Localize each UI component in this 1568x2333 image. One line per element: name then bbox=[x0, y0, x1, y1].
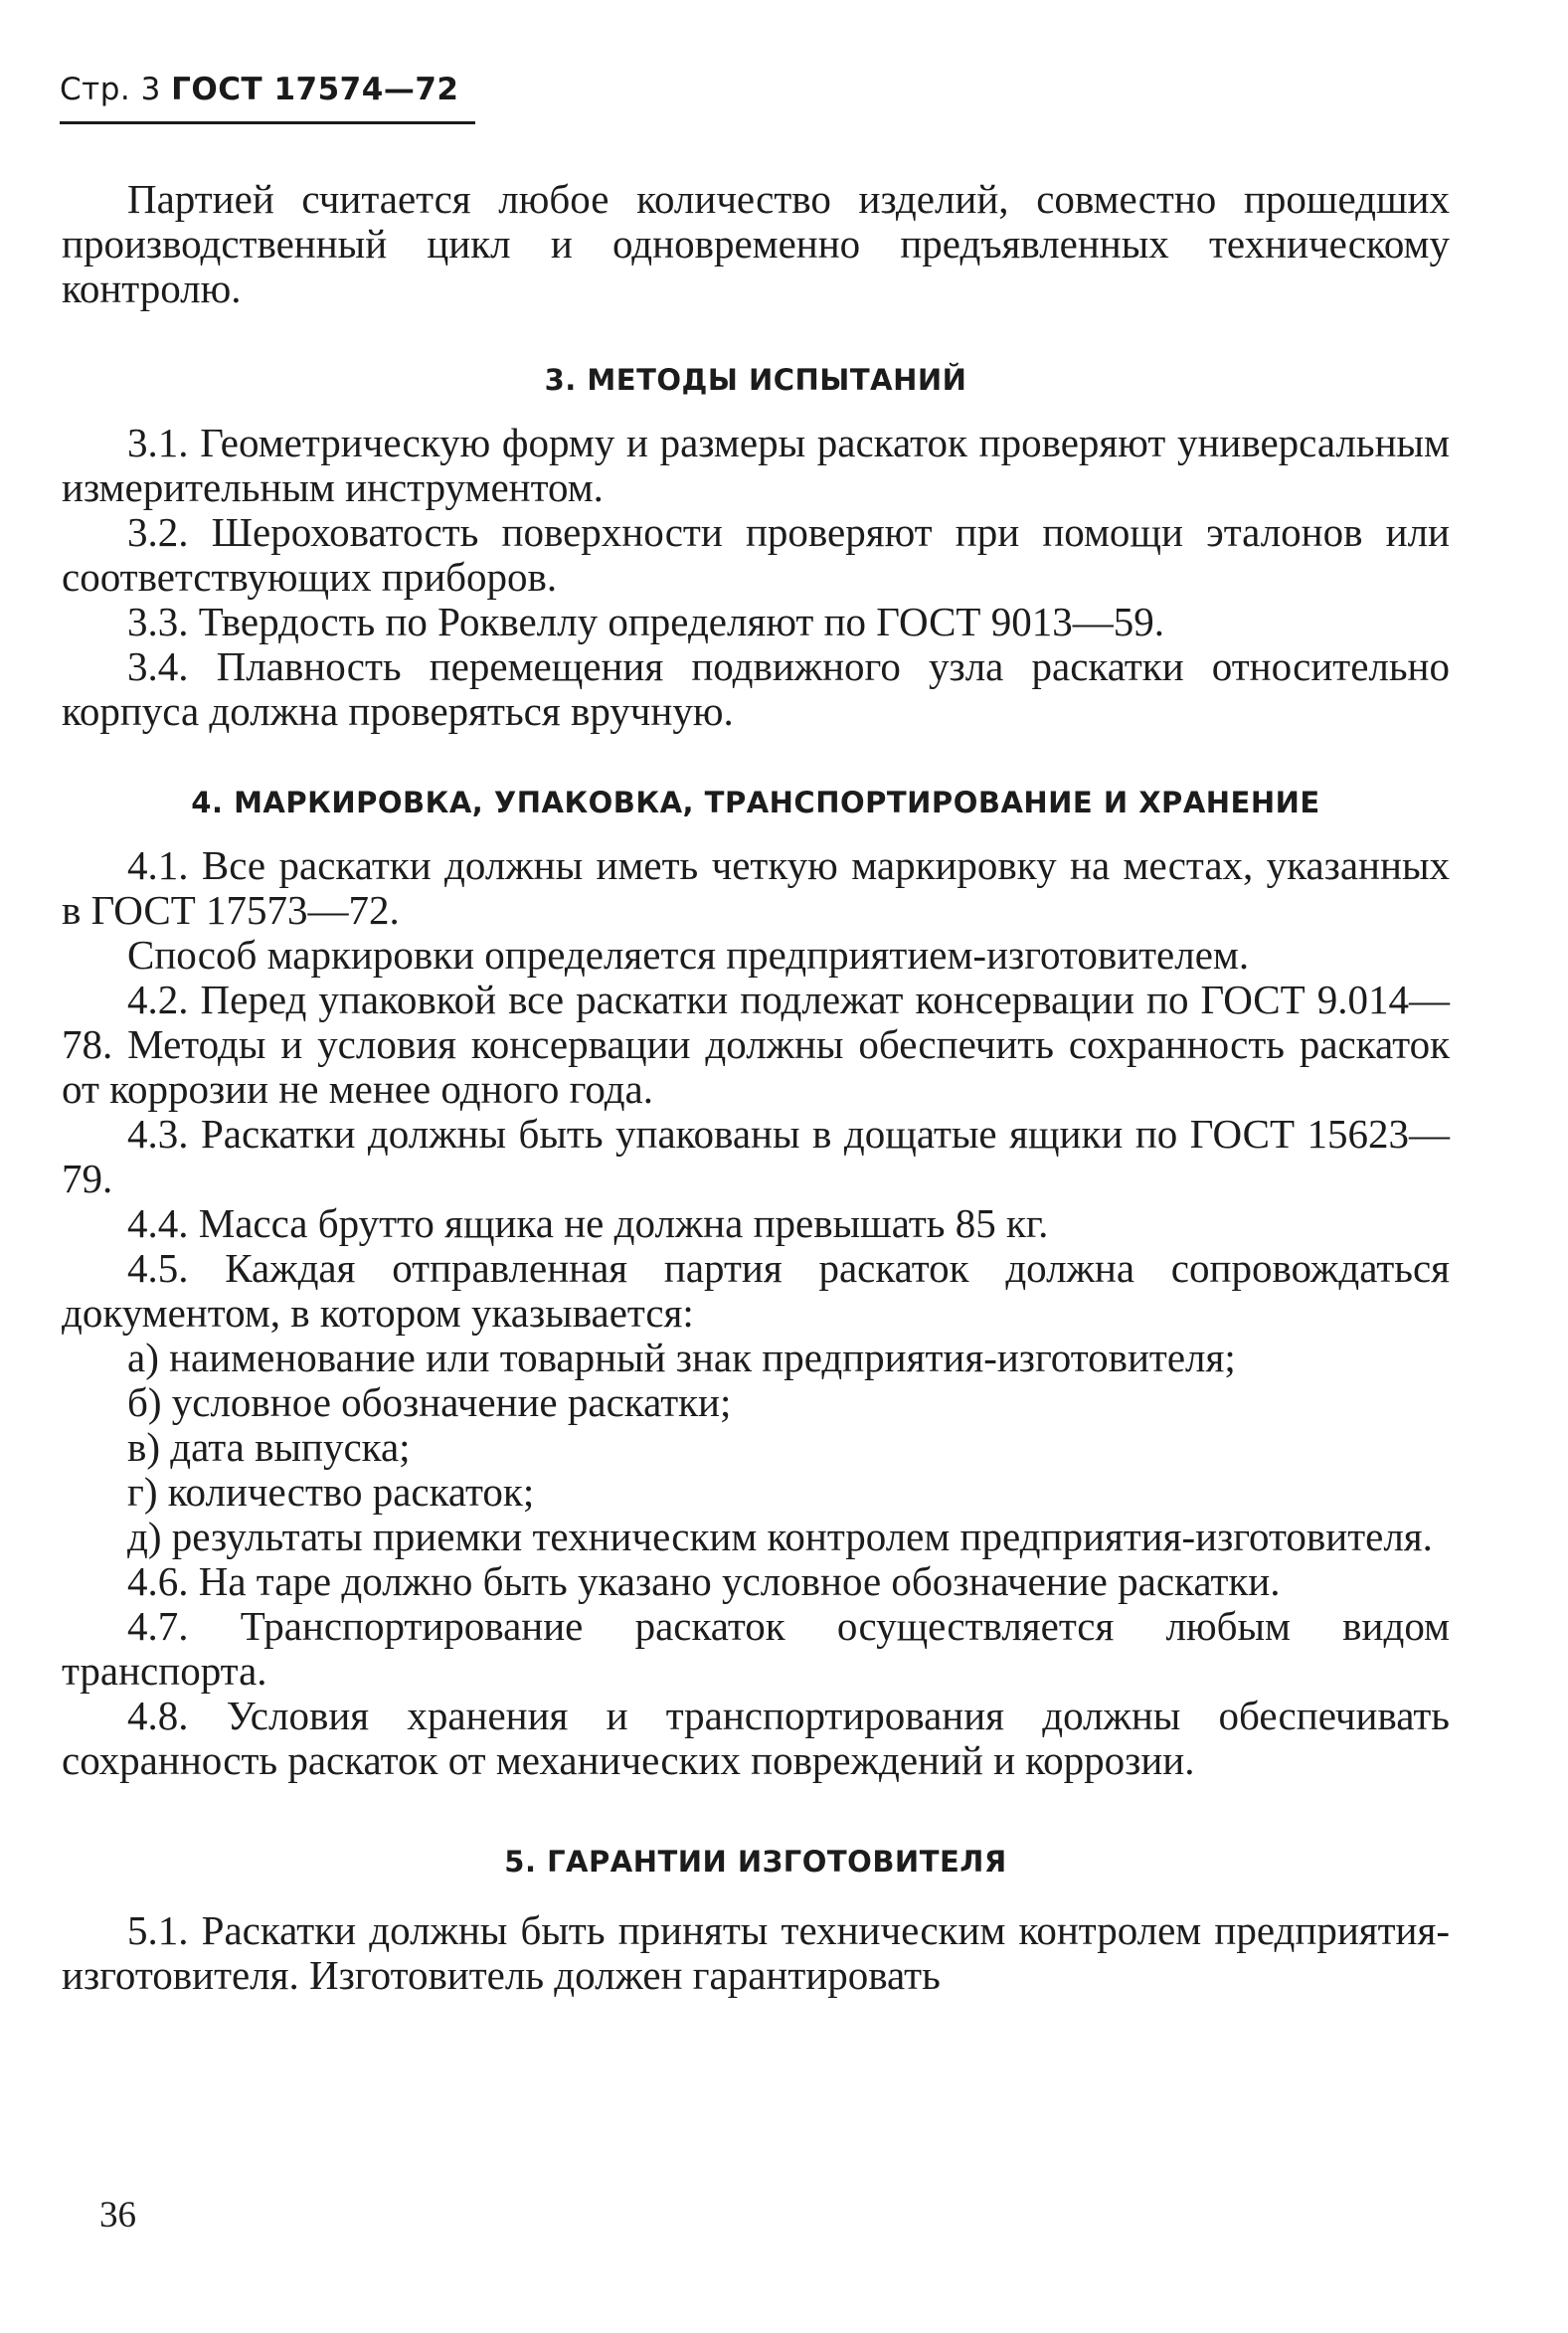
intro-paragraph: Партией считается любое количество изделий, совместно прошедших производственный цикл и одновременно предъявленных техническому контролю. bbox=[62, 176, 1450, 311]
list-item-b: б) условное обозначение раскатки; bbox=[127, 1379, 732, 1425]
list-item-a: а) наименование или товарный знак предприятия-изготовителя; bbox=[127, 1335, 1236, 1380]
paragraph-4-1: 4.1. Все раскатки должны иметь четкую маркировку на местах, указанных в ГОСТ 17573—72. bbox=[62, 842, 1450, 933]
list-item-d: д) результаты приемки техническим контролем предприятия-изготовителя. bbox=[127, 1514, 1433, 1559]
paragraph-4-6: 4.6. На таре должно быть указано условное обозначение раскатки. bbox=[127, 1558, 1281, 1604]
paragraph-3-4: 3.4. Плавность перемещения подвижного узла раскатки относительно корпуса должна проверяться вручную. bbox=[62, 643, 1450, 734]
paragraph-4-1-marking: Способ маркировки определяется предприятием-изготовителем. bbox=[127, 932, 1250, 978]
paragraph-4-2: 4.2. Перед упаковкой все раскатки подлежат консервации по ГОСТ 9.014—78. Методы и условия консервации должны обеспечить сохранность раскаток от коррозии не менее одного года. bbox=[62, 977, 1450, 1112]
paragraph-3-2: 3.2. Шероховатость поверхности проверяют при помощи эталонов или соответствующих приборов. bbox=[62, 509, 1450, 600]
standard-code: ГОСТ 17574—72 bbox=[171, 72, 459, 107]
paragraph-3-1: 3.1. Геометрическую форму и размеры раскаток проверяют универсальным измерительным инструментом. bbox=[62, 420, 1450, 510]
page-label: Стр. 3 bbox=[60, 72, 161, 107]
paragraph-5-1: 5.1. Раскатки должны быть приняты техническим контролем предприятия-изготовителя. Изготовитель должен гарантировать bbox=[62, 1907, 1450, 1998]
paragraph-4-5: 4.5. Каждая отправленная партия раскаток должна сопровождаться документом, в котором указывается: bbox=[62, 1245, 1450, 1336]
document-body bbox=[62, 177, 1450, 1998]
header-rule bbox=[60, 121, 475, 124]
paragraph-3-3: 3.3. Твердость по Роквеллу определяют по ГОСТ 9013—59. bbox=[127, 599, 1164, 644]
paragraph-4-4: 4.4. Масса брутто ящика не должна превышать 85 кг. bbox=[127, 1200, 1049, 1246]
paragraph-4-3: 4.3. Раскатки должны быть упакованы в дощатые ящики по ГОСТ 15623—79. bbox=[62, 1111, 1450, 1201]
page-header bbox=[60, 72, 458, 107]
page-number: 36 bbox=[99, 2195, 136, 2236]
section-3-title: 3. МЕТОДЫ ИСПЫТАНИЙ bbox=[544, 363, 967, 397]
section-5-title: 5. ГАРАНТИИ ИЗГОТОВИТЕЛЯ bbox=[504, 1845, 1007, 1879]
paragraph-4-7: 4.7. Транспортирование раскаток осуществляется любым видом транспорта. bbox=[62, 1603, 1450, 1694]
paragraph-4-8: 4.8. Условия хранения и транспортирования должны обеспечивать сохранность раскаток от механических повреждений и коррозии. bbox=[62, 1693, 1450, 1783]
list-item-v: в) дата выпуска; bbox=[127, 1424, 411, 1470]
list-item-g: г) количество раскаток; bbox=[127, 1469, 535, 1515]
section-4-title: 4. МАРКИРОВКА, УПАКОВКА, ТРАНСПОРТИРОВАНИЕ И ХРАНЕНИЕ bbox=[191, 786, 1320, 819]
